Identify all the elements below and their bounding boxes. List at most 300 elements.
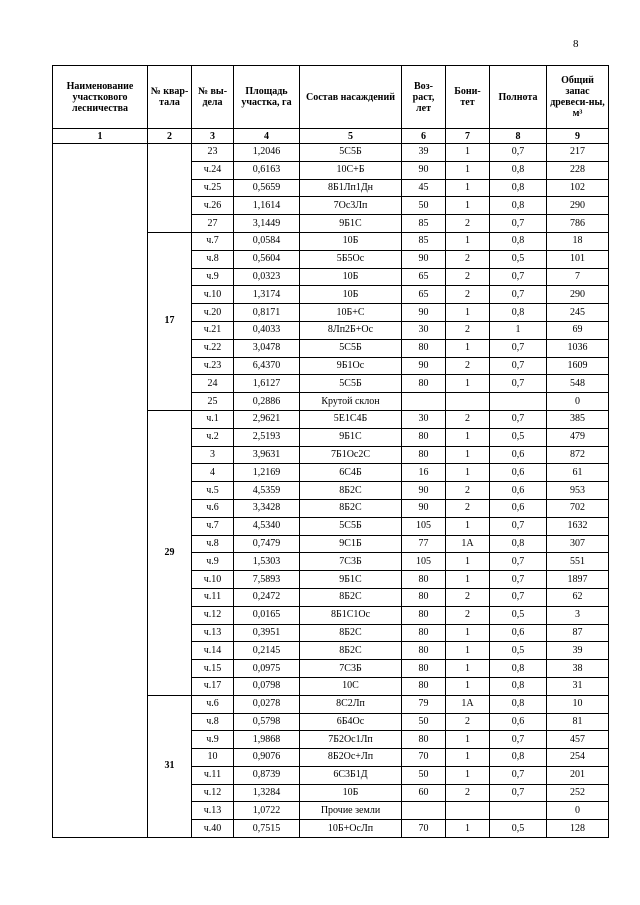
age-cell: 105 <box>402 517 446 535</box>
age-cell: 90 <box>402 499 446 517</box>
allotment-cell: ч.8 <box>192 535 234 553</box>
age-cell: 80 <box>402 588 446 606</box>
header-area: Площадь участка, га <box>234 66 300 129</box>
wood-stock-cell: 290 <box>547 286 609 304</box>
forestry-name-cell <box>53 144 148 838</box>
quarter-number-cell: 31 <box>148 695 192 837</box>
wood-stock-cell: 457 <box>547 731 609 749</box>
allotment-cell: ч.8 <box>192 713 234 731</box>
area-cell: 1,1614 <box>234 197 300 215</box>
composition-cell: 8Б1С1Ос <box>300 606 402 624</box>
age-cell: 90 <box>402 161 446 179</box>
age-cell: 90 <box>402 250 446 268</box>
bonitet-cell <box>446 802 490 820</box>
area-cell: 0,9076 <box>234 749 300 767</box>
allotment-cell: 4 <box>192 464 234 482</box>
wood-stock-cell: 81 <box>547 713 609 731</box>
header-allotment-number: № вы-дела <box>192 66 234 129</box>
age-cell: 80 <box>402 731 446 749</box>
bonitet-cell: 2 <box>446 268 490 286</box>
allotment-cell: 10 <box>192 749 234 767</box>
bonitet-cell: 1 <box>446 624 490 642</box>
allotment-cell: ч.6 <box>192 499 234 517</box>
age-cell: 79 <box>402 695 446 713</box>
age-cell <box>402 393 446 411</box>
bonitet-cell: 1 <box>446 553 490 571</box>
table-body <box>53 144 609 838</box>
composition-cell: 8Лп2Б+Ос <box>300 321 402 339</box>
wood-stock-cell: 87 <box>547 624 609 642</box>
column-number: 1 <box>53 129 148 144</box>
allotment-cell: ч.9 <box>192 268 234 286</box>
allotment-cell: ч.22 <box>192 339 234 357</box>
age-cell: 70 <box>402 749 446 767</box>
area-cell: 0,0278 <box>234 695 300 713</box>
allotment-cell: ч.24 <box>192 161 234 179</box>
bonitet-cell: 2 <box>446 606 490 624</box>
bonitet-cell: 2 <box>446 410 490 428</box>
wood-stock-cell: 245 <box>547 304 609 322</box>
age-cell: 80 <box>402 446 446 464</box>
bonitet-cell: 2 <box>446 482 490 500</box>
density-cell: 0,8 <box>490 232 547 250</box>
composition-cell: 7С3Б <box>300 660 402 678</box>
composition-cell: 10Б <box>300 268 402 286</box>
area-cell: 0,7515 <box>234 820 300 838</box>
area-cell: 0,0975 <box>234 660 300 678</box>
density-cell: 0,7 <box>490 215 547 233</box>
age-cell: 30 <box>402 410 446 428</box>
density-cell: 0,8 <box>490 695 547 713</box>
composition-cell: 10С <box>300 677 402 695</box>
composition-cell: 8Б2С <box>300 642 402 660</box>
allotment-cell: ч.12 <box>192 606 234 624</box>
composition-cell: Прочие земли <box>300 802 402 820</box>
bonitet-cell: 1 <box>446 642 490 660</box>
composition-cell: 6С3Б1Д <box>300 766 402 784</box>
allotment-cell: ч.21 <box>192 321 234 339</box>
page-number: 8 <box>573 38 579 50</box>
density-cell: 0,7 <box>490 553 547 571</box>
density-cell: 0,7 <box>490 731 547 749</box>
allotment-cell: ч.15 <box>192 660 234 678</box>
wood-stock-cell: 1897 <box>547 571 609 589</box>
density-cell: 0,6 <box>490 446 547 464</box>
column-number-row <box>53 129 609 144</box>
age-cell: 105 <box>402 553 446 571</box>
composition-cell: 5С5Б <box>300 375 402 393</box>
density-cell: 0,7 <box>490 517 547 535</box>
allotment-cell: ч.23 <box>192 357 234 375</box>
allotment-cell: ч.9 <box>192 553 234 571</box>
composition-cell: 6С4Б <box>300 464 402 482</box>
wood-stock-cell: 1609 <box>547 357 609 375</box>
header-quarter-number: № квар-тала <box>148 66 192 129</box>
allotment-cell: ч.20 <box>192 304 234 322</box>
composition-cell: 10Б <box>300 232 402 250</box>
area-cell: 0,0584 <box>234 232 300 250</box>
wood-stock-cell: 872 <box>547 446 609 464</box>
composition-cell: 5С5Б <box>300 339 402 357</box>
age-cell: 45 <box>402 179 446 197</box>
allotment-cell: ч.10 <box>192 286 234 304</box>
density-cell: 0,5 <box>490 428 547 446</box>
wood-stock-cell: 548 <box>547 375 609 393</box>
wood-stock-cell: 254 <box>547 749 609 767</box>
header-wood-stock: Общий запас древеси-ны, м³ <box>547 66 609 129</box>
quarter-number-cell <box>148 144 192 233</box>
composition-cell: 8Б1Лп1Дн <box>300 179 402 197</box>
bonitet-cell: 2 <box>446 499 490 517</box>
table-row <box>53 144 609 162</box>
wood-stock-cell: 10 <box>547 695 609 713</box>
wood-stock-cell: 18 <box>547 232 609 250</box>
area-cell: 1,6127 <box>234 375 300 393</box>
composition-cell: 5С5Б <box>300 144 402 162</box>
age-cell: 65 <box>402 268 446 286</box>
composition-cell: 8Б2С <box>300 624 402 642</box>
density-cell: 0,5 <box>490 642 547 660</box>
composition-cell: 7Ос3Лп <box>300 197 402 215</box>
area-cell: 0,8171 <box>234 304 300 322</box>
allotment-cell: ч.6 <box>192 695 234 713</box>
allotment-cell: ч.13 <box>192 624 234 642</box>
quarter-number-cell: 17 <box>148 232 192 410</box>
bonitet-cell: 2 <box>446 588 490 606</box>
composition-cell: 8Б2С <box>300 482 402 500</box>
area-cell: 0,7479 <box>234 535 300 553</box>
area-cell: 4,5359 <box>234 482 300 500</box>
bonitet-cell: 1 <box>446 304 490 322</box>
bonitet-cell: 1 <box>446 766 490 784</box>
density-cell: 0,8 <box>490 304 547 322</box>
age-cell: 85 <box>402 215 446 233</box>
wood-stock-cell: 953 <box>547 482 609 500</box>
density-cell: 0,7 <box>490 144 547 162</box>
area-cell: 3,0478 <box>234 339 300 357</box>
column-number: 7 <box>446 129 490 144</box>
age-cell: 50 <box>402 197 446 215</box>
header-bonitet: Бони-тет <box>446 66 490 129</box>
density-cell <box>490 393 547 411</box>
header-age: Воз-раст, лет <box>402 66 446 129</box>
wood-stock-cell: 61 <box>547 464 609 482</box>
density-cell: 0,6 <box>490 464 547 482</box>
allotment-cell: ч.10 <box>192 571 234 589</box>
allotment-cell: 3 <box>192 446 234 464</box>
allotment-cell: ч.7 <box>192 232 234 250</box>
allotment-cell: ч.26 <box>192 197 234 215</box>
age-cell: 60 <box>402 784 446 802</box>
area-cell: 0,5798 <box>234 713 300 731</box>
wood-stock-cell: 385 <box>547 410 609 428</box>
age-cell <box>402 802 446 820</box>
wood-stock-cell: 786 <box>547 215 609 233</box>
bonitet-cell: 2 <box>446 321 490 339</box>
area-cell: 0,2145 <box>234 642 300 660</box>
composition-cell: 10Б+ОсЛп <box>300 820 402 838</box>
density-cell <box>490 802 547 820</box>
composition-cell: 10С+Б <box>300 161 402 179</box>
bonitet-cell: 1 <box>446 464 490 482</box>
wood-stock-cell: 1036 <box>547 339 609 357</box>
density-cell: 0,6 <box>490 713 547 731</box>
age-cell: 80 <box>402 428 446 446</box>
age-cell: 80 <box>402 624 446 642</box>
area-cell: 0,5659 <box>234 179 300 197</box>
area-cell: 7,5893 <box>234 571 300 589</box>
area-cell: 0,4033 <box>234 321 300 339</box>
bonitet-cell: 1 <box>446 517 490 535</box>
area-cell: 3,9631 <box>234 446 300 464</box>
bonitet-cell: 1 <box>446 144 490 162</box>
composition-cell: 6Б4Ос <box>300 713 402 731</box>
wood-stock-cell: 252 <box>547 784 609 802</box>
bonitet-cell: 1 <box>446 571 490 589</box>
area-cell: 0,8739 <box>234 766 300 784</box>
age-cell: 80 <box>402 375 446 393</box>
allotment-cell: ч.9 <box>192 731 234 749</box>
density-cell: 0,8 <box>490 161 547 179</box>
age-cell: 50 <box>402 766 446 784</box>
composition-cell: 10Б <box>300 784 402 802</box>
density-cell: 0,7 <box>490 766 547 784</box>
density-cell: 0,5 <box>490 250 547 268</box>
allotment-cell: ч.11 <box>192 766 234 784</box>
composition-cell: 5С5Б <box>300 517 402 535</box>
wood-stock-cell: 62 <box>547 588 609 606</box>
area-cell: 0,2472 <box>234 588 300 606</box>
allotment-cell: ч.8 <box>192 250 234 268</box>
wood-stock-cell: 702 <box>547 499 609 517</box>
composition-cell: 9Б1С <box>300 428 402 446</box>
allotment-cell: ч.1 <box>192 410 234 428</box>
density-cell: 0,7 <box>490 357 547 375</box>
allotment-cell: ч.7 <box>192 517 234 535</box>
area-cell: 1,3284 <box>234 784 300 802</box>
area-cell: 0,3951 <box>234 624 300 642</box>
age-cell: 80 <box>402 677 446 695</box>
age-cell: 80 <box>402 571 446 589</box>
bonitet-cell: 2 <box>446 357 490 375</box>
area-cell: 3,1449 <box>234 215 300 233</box>
density-cell: 0,8 <box>490 660 547 678</box>
wood-stock-cell: 38 <box>547 660 609 678</box>
allotment-cell: 23 <box>192 144 234 162</box>
allotment-cell: ч.11 <box>192 588 234 606</box>
area-cell: 6,4370 <box>234 357 300 375</box>
area-cell: 1,9868 <box>234 731 300 749</box>
forest-inventory-table <box>52 65 609 838</box>
allotment-cell: ч.5 <box>192 482 234 500</box>
composition-cell: 9Б1С <box>300 215 402 233</box>
density-cell: 0,6 <box>490 624 547 642</box>
header-density: Полнота <box>490 66 547 129</box>
density-cell: 0,6 <box>490 482 547 500</box>
area-cell: 0,0165 <box>234 606 300 624</box>
area-cell: 1,2046 <box>234 144 300 162</box>
bonitet-cell: 1 <box>446 446 490 464</box>
header-row <box>53 66 609 129</box>
age-cell: 30 <box>402 321 446 339</box>
density-cell: 1 <box>490 321 547 339</box>
composition-cell: 5Б5Ос <box>300 250 402 268</box>
bonitet-cell <box>446 393 490 411</box>
allotment-cell: ч.12 <box>192 784 234 802</box>
wood-stock-cell: 7 <box>547 268 609 286</box>
allotment-cell: ч.13 <box>192 802 234 820</box>
column-number: 8 <box>490 129 547 144</box>
density-cell: 0,8 <box>490 749 547 767</box>
allotment-cell: ч.40 <box>192 820 234 838</box>
bonitet-cell: 2 <box>446 250 490 268</box>
density-cell: 0,5 <box>490 606 547 624</box>
age-cell: 90 <box>402 304 446 322</box>
area-cell: 0,0323 <box>234 268 300 286</box>
wood-stock-cell: 0 <box>547 393 609 411</box>
density-cell: 0,8 <box>490 179 547 197</box>
age-cell: 90 <box>402 357 446 375</box>
bonitet-cell: 2 <box>446 286 490 304</box>
age-cell: 16 <box>402 464 446 482</box>
bonitet-cell: 2 <box>446 713 490 731</box>
wood-stock-cell: 39 <box>547 642 609 660</box>
composition-cell: 10Б <box>300 286 402 304</box>
age-cell: 70 <box>402 820 446 838</box>
column-number: 6 <box>402 129 446 144</box>
wood-stock-cell: 290 <box>547 197 609 215</box>
column-number: 5 <box>300 129 402 144</box>
area-cell: 2,9621 <box>234 410 300 428</box>
density-cell: 0,7 <box>490 588 547 606</box>
composition-cell: 8Б2С <box>300 499 402 517</box>
density-cell: 0,8 <box>490 677 547 695</box>
bonitet-cell: 1 <box>446 197 490 215</box>
age-cell: 77 <box>402 535 446 553</box>
allotment-cell: 25 <box>192 393 234 411</box>
composition-cell: 8Б2Ос+Лп <box>300 749 402 767</box>
area-cell: 0,0798 <box>234 677 300 695</box>
wood-stock-cell: 31 <box>547 677 609 695</box>
age-cell: 80 <box>402 660 446 678</box>
area-cell: 1,5303 <box>234 553 300 571</box>
composition-cell: 9С1Б <box>300 535 402 553</box>
composition-cell: 8С2Лп <box>300 695 402 713</box>
bonitet-cell: 1 <box>446 820 490 838</box>
wood-stock-cell: 102 <box>547 179 609 197</box>
bonitet-cell: 1 <box>446 339 490 357</box>
area-cell: 4,5340 <box>234 517 300 535</box>
bonitet-cell: 1 <box>446 179 490 197</box>
bonitet-cell: 2 <box>446 784 490 802</box>
composition-cell: Крутой склон <box>300 393 402 411</box>
bonitet-cell: 1 <box>446 731 490 749</box>
bonitet-cell: 1 <box>446 232 490 250</box>
composition-cell: 7С3Б <box>300 553 402 571</box>
bonitet-cell: 1 <box>446 161 490 179</box>
composition-cell: 7Б1Ос2С <box>300 446 402 464</box>
wood-stock-cell: 128 <box>547 820 609 838</box>
wood-stock-cell: 479 <box>547 428 609 446</box>
bonitet-cell: 1 <box>446 749 490 767</box>
bonitet-cell: 1 <box>446 428 490 446</box>
density-cell: 0,7 <box>490 410 547 428</box>
column-number: 3 <box>192 129 234 144</box>
age-cell: 65 <box>402 286 446 304</box>
age-cell: 50 <box>402 713 446 731</box>
composition-cell: 8Б2С <box>300 588 402 606</box>
density-cell: 0,5 <box>490 820 547 838</box>
age-cell: 80 <box>402 606 446 624</box>
bonitet-cell: 2 <box>446 215 490 233</box>
density-cell: 0,7 <box>490 375 547 393</box>
wood-stock-cell: 217 <box>547 144 609 162</box>
area-cell: 1,3174 <box>234 286 300 304</box>
density-cell: 0,6 <box>490 499 547 517</box>
age-cell: 80 <box>402 339 446 357</box>
header-forestry-name: Наименование участкового лесничества <box>53 66 148 129</box>
wood-stock-cell: 228 <box>547 161 609 179</box>
area-cell: 0,6163 <box>234 161 300 179</box>
age-cell: 85 <box>402 232 446 250</box>
bonitet-cell: 1 <box>446 375 490 393</box>
density-cell: 0,7 <box>490 268 547 286</box>
allotment-cell: 24 <box>192 375 234 393</box>
age-cell: 90 <box>402 482 446 500</box>
area-cell: 0,2886 <box>234 393 300 411</box>
composition-cell: 5Е1С4Б <box>300 410 402 428</box>
column-number: 9 <box>547 129 609 144</box>
area-cell: 1,2169 <box>234 464 300 482</box>
wood-stock-cell: 1632 <box>547 517 609 535</box>
composition-cell: 9Б1Ос <box>300 357 402 375</box>
wood-stock-cell: 307 <box>547 535 609 553</box>
wood-stock-cell: 201 <box>547 766 609 784</box>
wood-stock-cell: 551 <box>547 553 609 571</box>
allotment-cell: 27 <box>192 215 234 233</box>
density-cell: 0,7 <box>490 784 547 802</box>
density-cell: 0,8 <box>490 197 547 215</box>
composition-cell: 10Б+С <box>300 304 402 322</box>
density-cell: 0,7 <box>490 286 547 304</box>
allotment-cell: ч.2 <box>192 428 234 446</box>
density-cell: 0,7 <box>490 571 547 589</box>
bonitet-cell: 1А <box>446 535 490 553</box>
bonitet-cell: 1А <box>446 695 490 713</box>
wood-stock-cell: 3 <box>547 606 609 624</box>
density-cell: 0,8 <box>490 535 547 553</box>
area-cell: 3,3428 <box>234 499 300 517</box>
header-composition: Состав насаждений <box>300 66 402 129</box>
area-cell: 2,5193 <box>234 428 300 446</box>
wood-stock-cell: 101 <box>547 250 609 268</box>
age-cell: 80 <box>402 642 446 660</box>
allotment-cell: ч.14 <box>192 642 234 660</box>
wood-stock-cell: 0 <box>547 802 609 820</box>
column-number: 2 <box>148 129 192 144</box>
allotment-cell: ч.17 <box>192 677 234 695</box>
composition-cell: 9Б1С <box>300 571 402 589</box>
area-cell: 1,0722 <box>234 802 300 820</box>
quarter-number-cell: 29 <box>148 410 192 695</box>
wood-stock-cell: 69 <box>547 321 609 339</box>
bonitet-cell: 1 <box>446 660 490 678</box>
composition-cell: 7Б2Ос1Лп <box>300 731 402 749</box>
age-cell: 39 <box>402 144 446 162</box>
column-number: 4 <box>234 129 300 144</box>
density-cell: 0,7 <box>490 339 547 357</box>
area-cell: 0,5604 <box>234 250 300 268</box>
